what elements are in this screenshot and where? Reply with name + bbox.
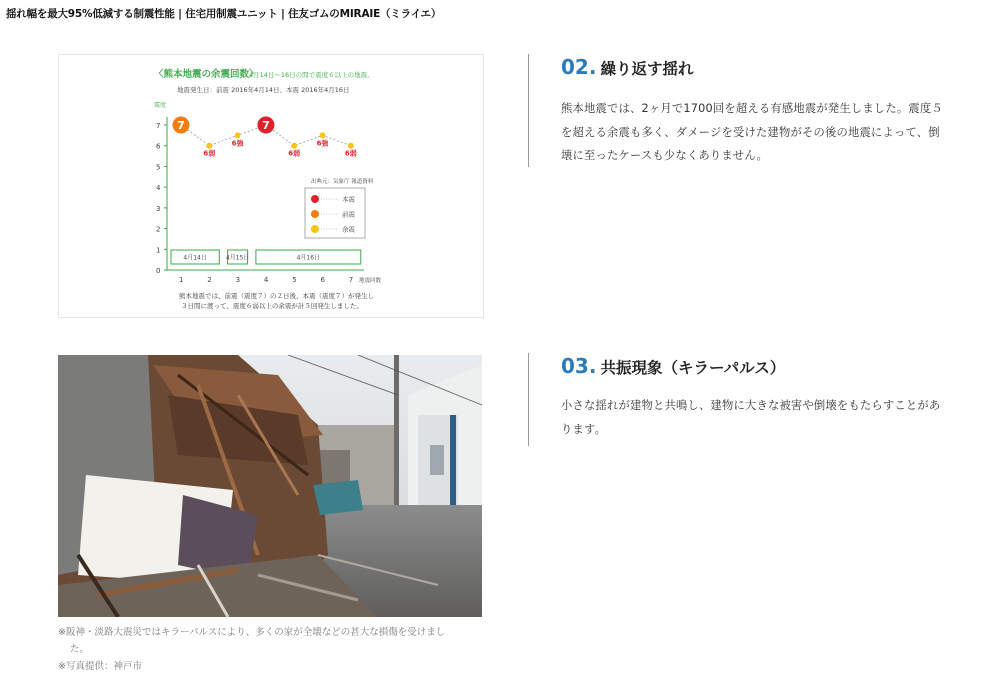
x-tick-label: 3 [235,276,241,284]
collapsed-houses-illustration [58,355,482,617]
date-band-label: 4月14日 [183,254,207,262]
chart-footnote: 熊本地震では、前震（震度７）の２日後、本震（震度７）が発生し [179,292,374,300]
data-point [320,132,326,138]
x-tick-label: 7 [348,276,354,284]
legend-source: 出典元：気象庁 報道資料 [311,179,374,185]
data-point [206,143,212,149]
data-label: 6弱 [203,149,216,158]
data-point [235,132,241,138]
x-tick-label: 2 [207,276,212,284]
data-label: 6強 [316,139,329,148]
legend-marker [311,195,319,203]
y-tick-label: 3 [156,204,161,213]
y-tick-label: 4 [156,184,161,193]
y-tick-label: 2 [156,225,161,234]
legend-marker [311,210,319,218]
x-axis-label: 地震回数 [359,278,382,284]
section-title: 共振現象（キラーパルス） [600,359,786,377]
y-tick-label: 7 [156,122,161,130]
legend-label: 本震 [342,195,355,204]
section-body: 熊本地震では、2ヶ月で1700回を超える有感地震が発生しました。震度５を超える余震も多く、ダメージを受けた建物がその後の地震によって、倒壊に至ったケースも少なくありません。 [561,102,943,162]
y-tick-label: 0 [156,267,161,275]
data-point [348,143,354,149]
chart-svg [59,55,483,317]
y-tick-label: 1 [156,246,161,255]
data-point [291,143,297,149]
x-tick-label: 4 [263,276,269,284]
section-body: 小さな揺れが建物と共鳴し、建物に大きな被害や倒壊をもたらすことがあります。 [561,399,941,436]
section-02 [528,54,968,167]
section-title: 繰り返す揺れ [600,60,694,78]
data-label: 7 [177,119,185,132]
section-03 [528,353,968,446]
data-label: 6強 [231,139,244,148]
y-tick-label: 6 [156,142,161,151]
legend-marker [311,225,319,233]
section-number: 03. [561,354,597,378]
date-band-label: 4月15日 [225,254,250,262]
y-tick-label: 5 [156,163,161,172]
page-title: 揺れ幅を最大95%低減する制震性能 | 住宅用制震ユニット | 住友ゴムのMIRAIE（ミライエ） [6,8,442,20]
chart-title: 〈熊本地震の余震回数〉 [154,69,259,80]
x-tick-label: 5 [292,276,297,284]
photo-credit: ※写真提供：神戸市 [58,661,142,672]
legend-label: 前震 [342,210,355,219]
x-tick-label: 1 [179,276,184,284]
aftershock-chart [58,54,484,318]
caption-line: ※阪神・淡路大震災ではキラーパルスにより、多くの家が全壊などの甚大な損傷を受けまし [58,627,446,638]
earthquake-damage-photo [58,355,482,617]
data-label: 6弱 [344,149,357,158]
section-number: 02. [561,55,597,79]
chart-date-note: 地震発生日：前震 2016年4月14日、本震 2016年4月16日 [177,86,350,94]
data-label: 7 [262,119,270,132]
data-label: 6弱 [288,149,301,158]
legend-label: 余震 [342,225,355,234]
photo-caption [58,624,498,675]
y-axis-label: 震度 [154,102,167,109]
chart-footnote: ３日間に渡って、震度６弱以上の余震が計５回発生しました。 [181,302,363,310]
x-tick-label: 6 [320,276,325,284]
date-band-label: 4月16日 [296,254,321,262]
chart-subtitle: 4月14日〜16日の間で震度６以上の地震。 [249,71,374,79]
caption-line: た。 [70,644,90,655]
